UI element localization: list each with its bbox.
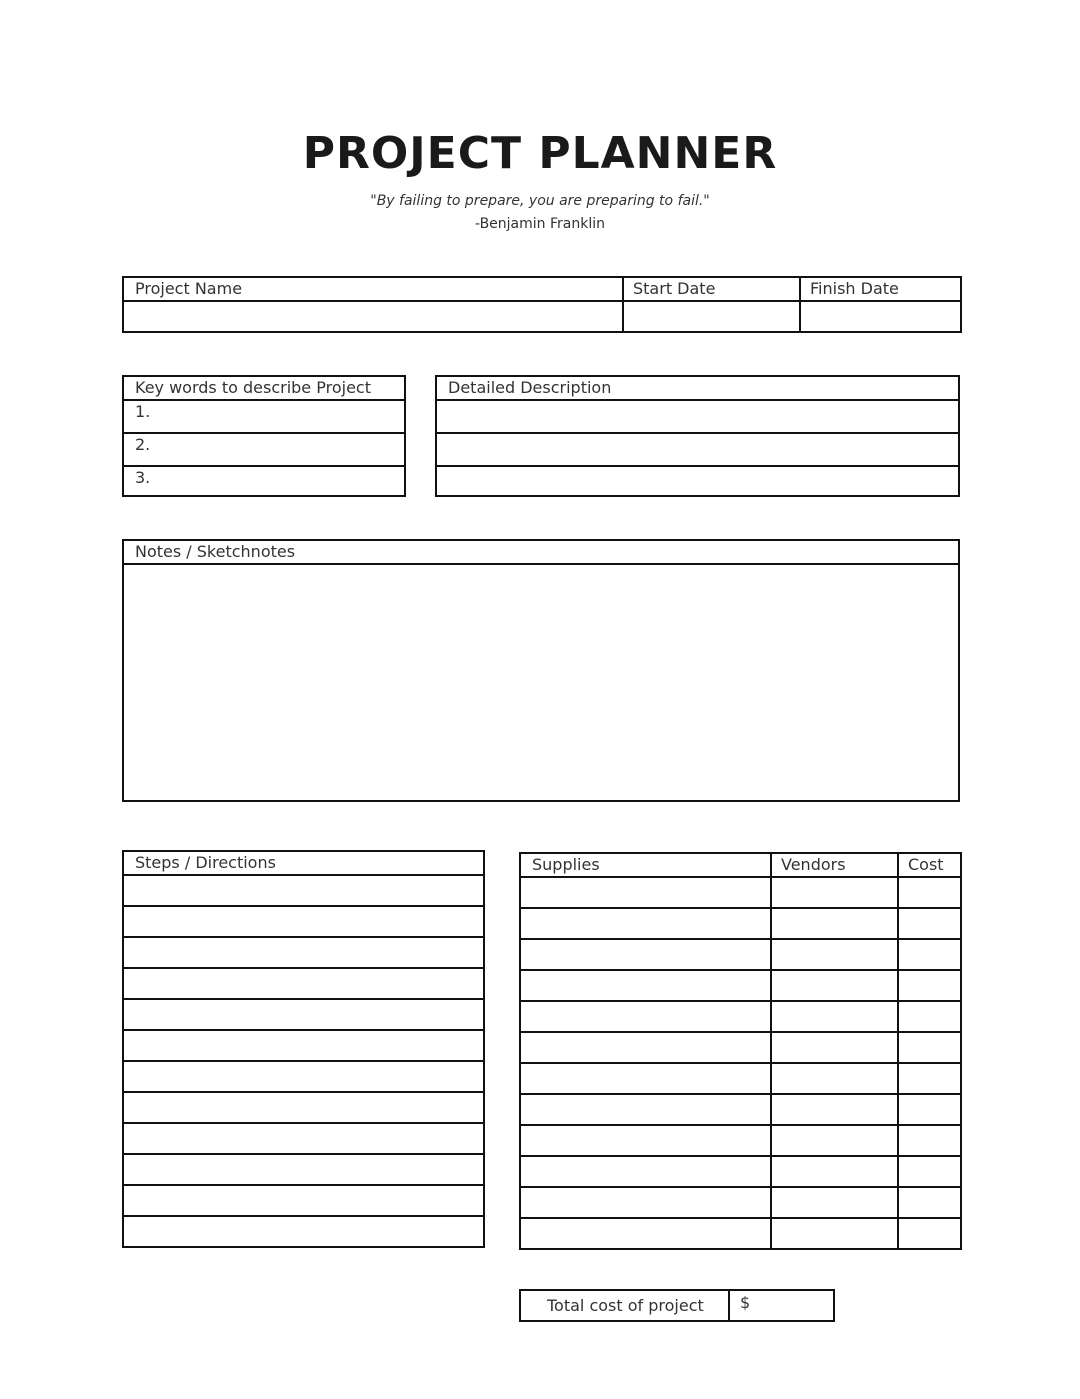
step-row[interactable] xyxy=(123,1154,484,1185)
notes-area[interactable] xyxy=(123,564,959,801)
step-row[interactable] xyxy=(123,1123,484,1154)
cost-cell[interactable] xyxy=(898,1032,961,1063)
step-row[interactable] xyxy=(123,968,484,999)
supply-row xyxy=(520,877,961,908)
start-date-label: Start Date xyxy=(623,277,800,301)
cost-cell[interactable] xyxy=(898,1125,961,1156)
supply-cell[interactable] xyxy=(520,1125,771,1156)
description-line[interactable] xyxy=(436,433,959,466)
step-row[interactable] xyxy=(123,1185,484,1216)
supply-row xyxy=(520,1187,961,1218)
supply-row xyxy=(520,1032,961,1063)
supply-cell[interactable] xyxy=(520,877,771,908)
supply-row xyxy=(520,1094,961,1125)
step-row[interactable] xyxy=(123,1092,484,1123)
vendor-cell[interactable] xyxy=(771,970,898,1001)
total-cost-field[interactable]: $ xyxy=(729,1290,834,1321)
notes-table xyxy=(122,539,960,802)
steps-label: Steps / Directions xyxy=(123,851,484,875)
supply-row xyxy=(520,1001,961,1032)
start-date-field[interactable] xyxy=(623,301,800,332)
keyword-2[interactable]: 2. xyxy=(123,433,405,466)
vendor-cell[interactable] xyxy=(771,1125,898,1156)
finish-date-label: Finish Date xyxy=(800,277,961,301)
supply-row xyxy=(520,939,961,970)
supply-cell[interactable] xyxy=(520,1187,771,1218)
vendors-header: Vendors xyxy=(771,853,898,877)
total-cost-table xyxy=(519,1289,835,1322)
step-row[interactable] xyxy=(123,1030,484,1061)
cost-cell[interactable] xyxy=(898,1156,961,1187)
notes-label: Notes / Sketchnotes xyxy=(123,540,959,564)
supply-cell[interactable] xyxy=(520,1094,771,1125)
page-title: PROJECT PLANNER xyxy=(302,128,778,179)
description-table xyxy=(435,375,960,497)
step-row[interactable] xyxy=(123,937,484,968)
vendor-cell[interactable] xyxy=(771,1187,898,1218)
vendor-cell[interactable] xyxy=(771,1032,898,1063)
supply-row xyxy=(520,1063,961,1094)
cost-cell[interactable] xyxy=(898,1001,961,1032)
step-row[interactable] xyxy=(123,906,484,937)
description-line[interactable] xyxy=(436,466,959,496)
supply-row xyxy=(520,1125,961,1156)
keywords-table xyxy=(122,375,406,497)
cost-cell[interactable] xyxy=(898,908,961,939)
cost-header: Cost xyxy=(898,853,961,877)
supply-row xyxy=(520,1218,961,1249)
total-cost-label: Total cost of project xyxy=(520,1290,729,1321)
description-label: Detailed Description xyxy=(436,376,959,400)
step-row[interactable] xyxy=(123,1216,484,1247)
supply-cell[interactable] xyxy=(520,970,771,1001)
supply-cell[interactable] xyxy=(520,1001,771,1032)
cost-cell[interactable] xyxy=(898,1187,961,1218)
cost-cell[interactable] xyxy=(898,939,961,970)
project-name-label: Project Name xyxy=(123,277,623,301)
supply-cell[interactable] xyxy=(520,1218,771,1249)
vendor-cell[interactable] xyxy=(771,1156,898,1187)
project-info-table xyxy=(122,276,962,333)
quote: "By failing to prepare, you are preparing to fail." xyxy=(370,193,710,209)
supply-row xyxy=(520,970,961,1001)
cost-cell[interactable] xyxy=(898,1094,961,1125)
supply-cell[interactable] xyxy=(520,1063,771,1094)
cost-cell[interactable] xyxy=(898,1218,961,1249)
vendor-cell[interactable] xyxy=(771,1001,898,1032)
cost-cell[interactable] xyxy=(898,970,961,1001)
cost-cell[interactable] xyxy=(898,877,961,908)
vendor-cell[interactable] xyxy=(771,939,898,970)
project-name-field[interactable] xyxy=(123,301,623,332)
keyword-1[interactable]: 1. xyxy=(123,400,405,433)
vendor-cell[interactable] xyxy=(771,877,898,908)
keywords-label: Key words to describe Project xyxy=(123,376,405,400)
finish-date-field[interactable] xyxy=(800,301,961,332)
vendor-cell[interactable] xyxy=(771,1218,898,1249)
supply-cell[interactable] xyxy=(520,1032,771,1063)
step-row[interactable] xyxy=(123,1061,484,1092)
step-row[interactable] xyxy=(123,875,484,906)
description-line[interactable] xyxy=(436,400,959,433)
quote-author: -Benjamin Franklin xyxy=(475,216,605,232)
supply-cell[interactable] xyxy=(520,939,771,970)
vendor-cell[interactable] xyxy=(771,908,898,939)
supply-row xyxy=(520,1156,961,1187)
supply-cell[interactable] xyxy=(520,1156,771,1187)
keyword-3[interactable]: 3. xyxy=(123,466,405,496)
supply-row xyxy=(520,908,961,939)
step-row[interactable] xyxy=(123,999,484,1030)
supply-cell[interactable] xyxy=(520,908,771,939)
steps-table xyxy=(122,850,485,1248)
supplies-table xyxy=(519,852,962,1250)
vendor-cell[interactable] xyxy=(771,1063,898,1094)
supplies-header: Supplies xyxy=(520,853,771,877)
cost-cell[interactable] xyxy=(898,1063,961,1094)
vendor-cell[interactable] xyxy=(771,1094,898,1125)
